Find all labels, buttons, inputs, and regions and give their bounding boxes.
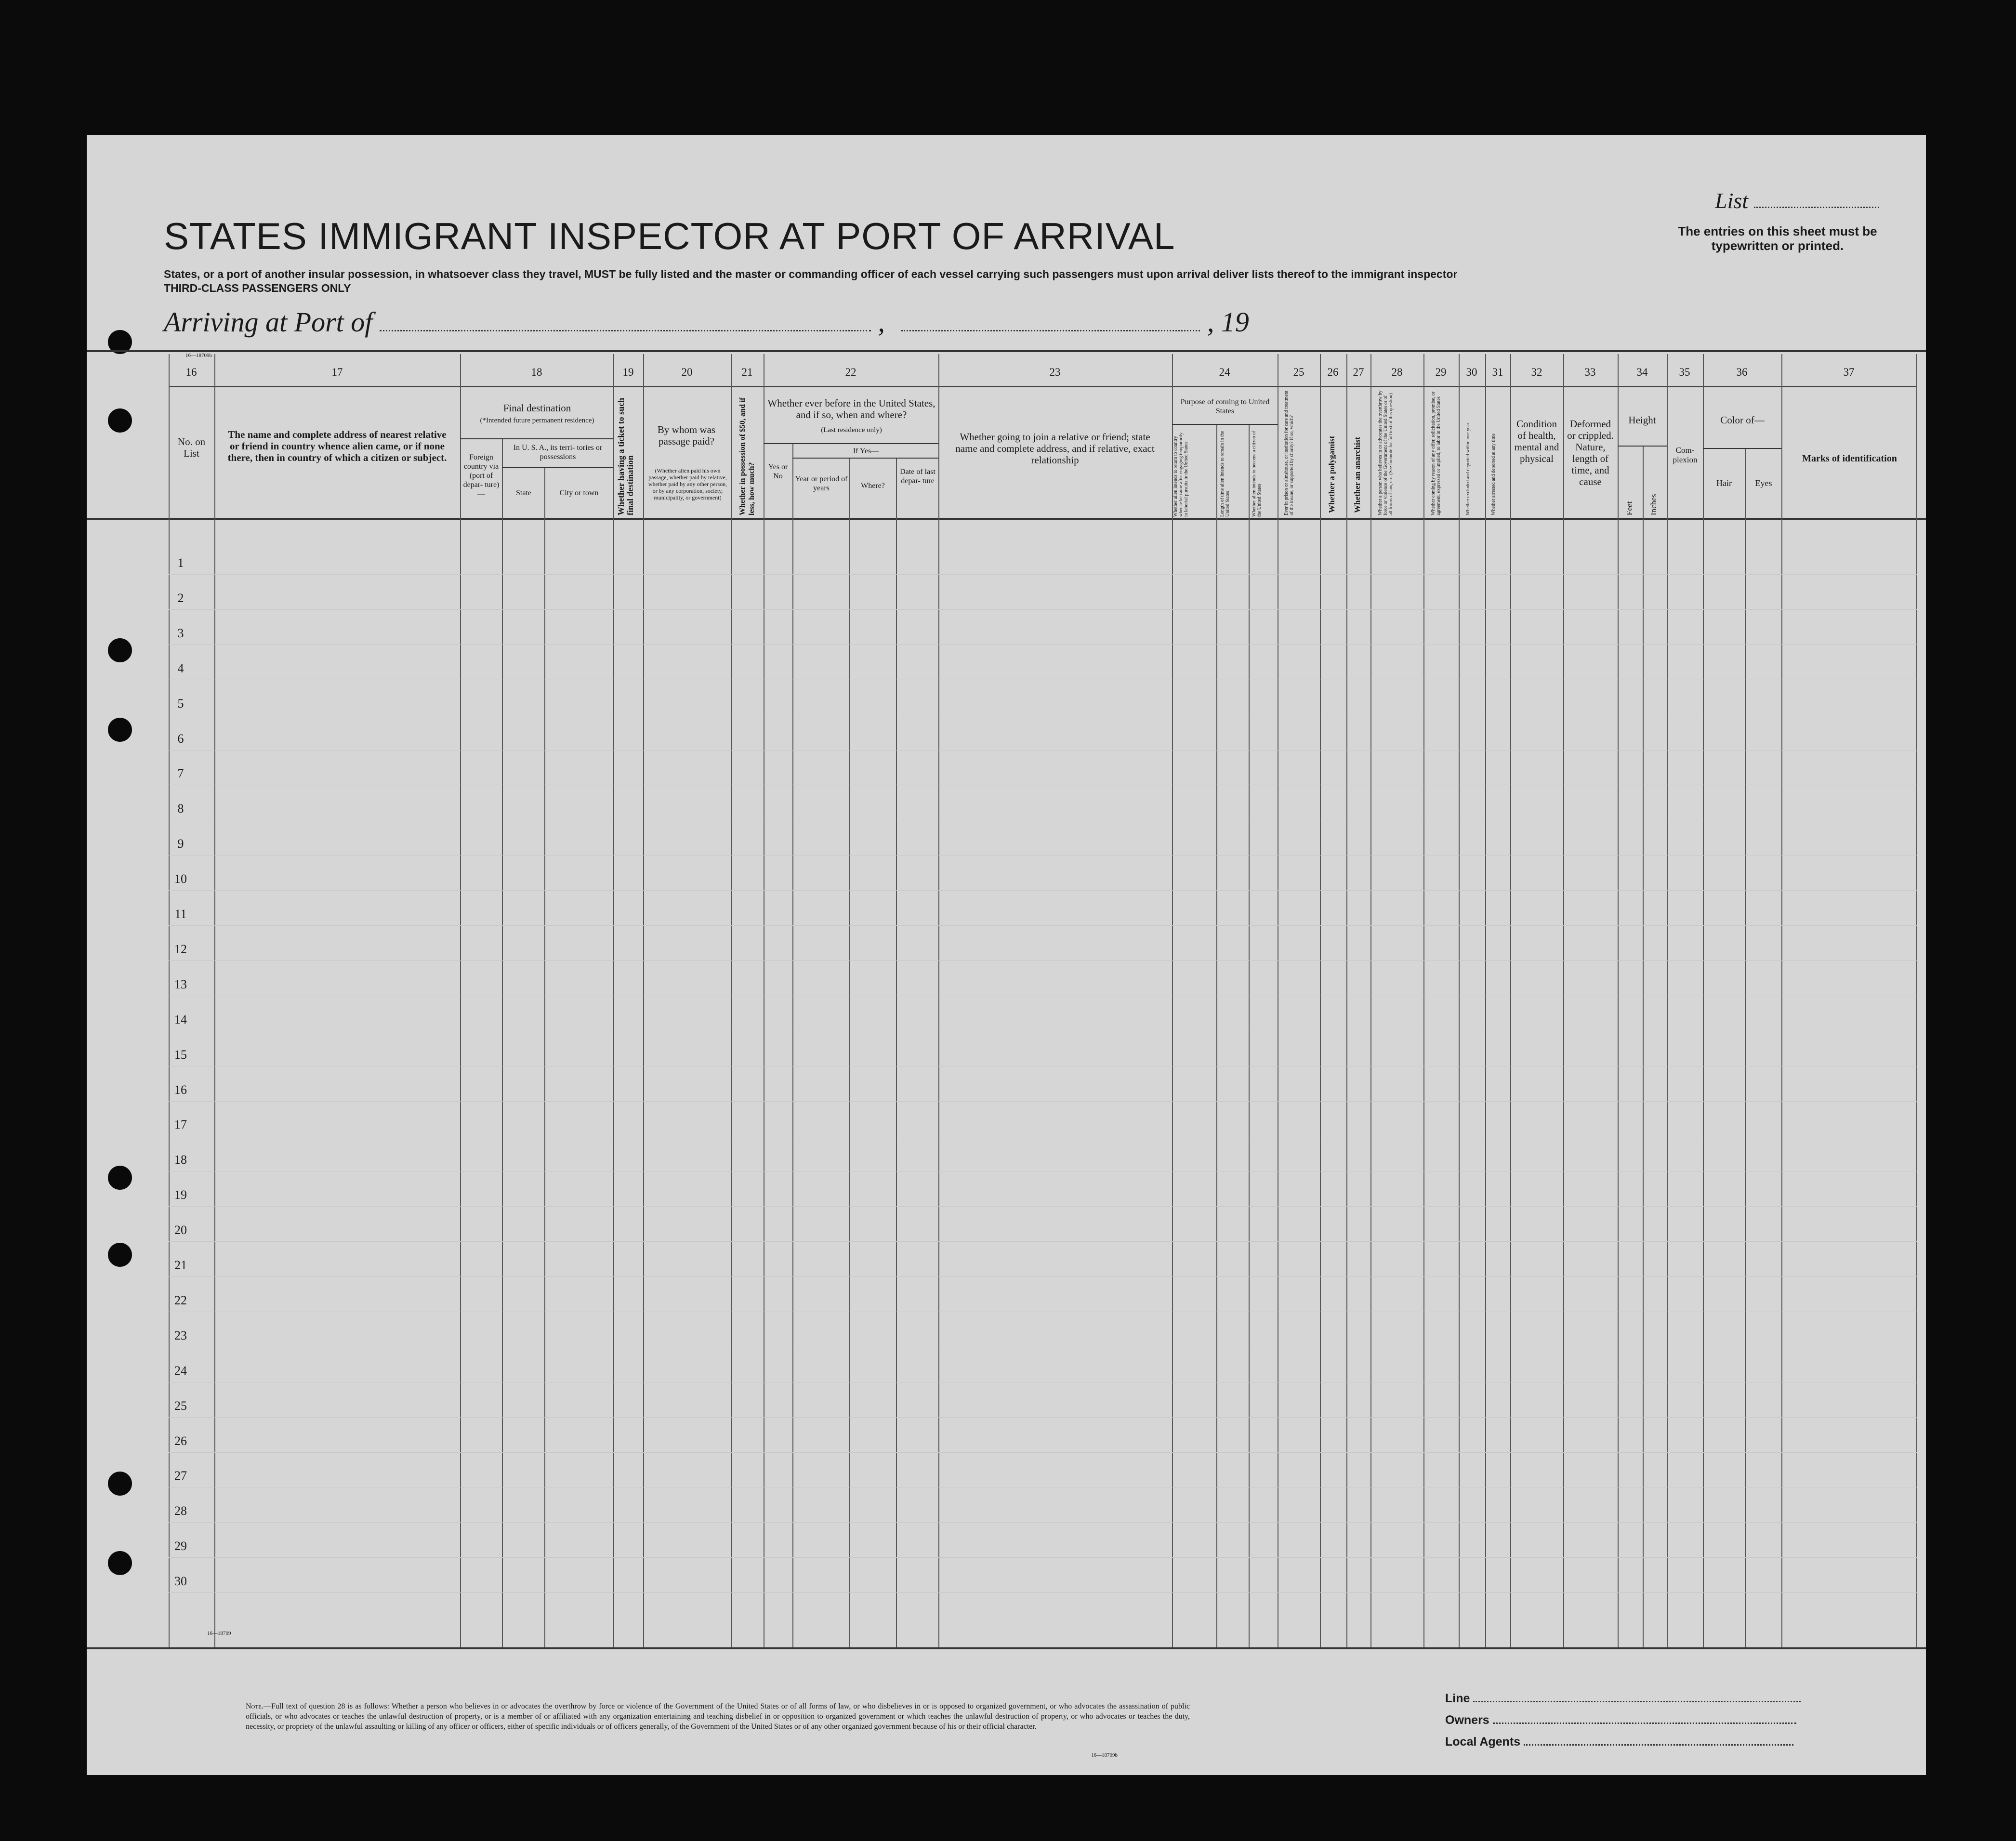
header-overthrow: Whether a person who believes in or advocates the overthrow by force or violence of the Government of the United States or of all forms of law, etc. (See footnote for full text of this question) [1378,390,1394,515]
col-divider [1485,354,1486,1647]
table-bottom-rule [87,1647,1926,1649]
colnum-16: 16 [185,366,197,378]
header-state: State [516,489,531,497]
date-field[interactable] [901,311,1200,331]
header-purpose: Purpose of coming to United States [1180,398,1270,415]
row-rule [169,1522,1917,1523]
header-going-to-join: Whether going to join a relative or friend; state name and complete address, and if relative, exact relationship [955,431,1155,466]
colnum-21: 21 [741,366,753,378]
line-label: Line [1445,1692,1470,1705]
footnote [246,1701,1190,1732]
manifest-sheet [87,135,1926,1775]
colnum-33: 33 [1584,366,1596,378]
colnum-18: 18 [531,366,542,378]
header-no-on-list: No. on List [177,436,206,459]
subheader-rule [764,443,938,444]
colnum-31: 31 [1492,366,1503,378]
row-rule [169,1557,1917,1558]
punch-hole [108,408,132,433]
port-field[interactable] [380,311,871,331]
comma: , [878,306,885,338]
owners-field[interactable] [1493,1714,1796,1724]
subheader-rule [1618,446,1667,447]
header-anarchist: Whether an anarchist [1353,436,1362,513]
subheader-rule [1703,448,1781,449]
punch-hole [108,1551,132,1575]
table-header-rule [87,518,1926,520]
row-rule [169,574,1917,575]
subheader-rule [792,458,938,459]
header-deformed: Deformed or crippled. Nature, length of time, and cause [1567,418,1614,487]
header-if-yes: If Yes— [853,447,879,455]
row-rule [169,890,1917,891]
page-title: STATES IMMIGRANT INSPECTOR AT PORT OF ARRIVAL [164,215,1175,257]
col-divider [731,354,732,1647]
col-divider [1745,448,1746,1647]
header-money: Whether in possession of $50, and if less, how much? [738,397,756,515]
header-eyes: Eyes [1755,478,1772,488]
form-number: 16—18709b [185,353,212,358]
header-excluded: Whether excluded and deported within one year [1465,422,1471,515]
row-number: 30 [174,1574,187,1589]
header-where: Where? [861,482,885,490]
col-divider [1643,446,1644,1647]
row-number: 19 [174,1188,187,1202]
header-feet: Feet [1625,501,1634,515]
row-number: 10 [174,872,187,886]
row-number: 11 [174,907,187,921]
header-ever-before-note: (Last residence only) [821,426,882,434]
header-prison: Ever in prison or almshouse, or institution for care and treatment of the insane, or supported by charity? If so, which? [1284,390,1294,515]
colnum-rule [169,386,1917,387]
header-ever-before: Whether ever before in the United States, and if so, when and where? [767,397,936,421]
row-number: 12 [174,942,187,956]
header-hair: Hair [1716,478,1732,488]
row-number: 6 [177,731,184,746]
list-field[interactable] [1754,192,1879,208]
agents-field-row [1445,1735,1793,1749]
subheader-rule [1172,424,1278,425]
col-divider [1346,354,1347,1647]
col-divider [1618,354,1619,1647]
row-number: 13 [174,977,187,991]
colnum-37: 37 [1843,366,1855,378]
header-rule [87,350,1926,352]
col-divider [169,354,170,1647]
punch-hole [108,638,132,662]
colnum-24: 24 [1219,366,1230,378]
header-color-of: Color of— [1720,414,1765,426]
punch-hole [108,1472,132,1496]
col-divider [460,354,461,1647]
row-number: 3 [177,626,184,640]
row-number: 20 [174,1223,187,1237]
row-rule [169,1206,1917,1207]
row-number: 25 [174,1398,187,1413]
row-rule [169,1417,1917,1418]
row-number: 27 [174,1469,187,1483]
row-number: 8 [177,802,184,816]
colnum-35: 35 [1679,366,1690,378]
colnum-20: 20 [681,366,693,378]
subheader-rule [460,438,613,439]
subheader-rule [502,467,613,468]
col-divider [1459,354,1460,1647]
col-divider [643,354,644,1647]
row-number: 9 [177,837,184,851]
header-inches: Inches [1649,494,1658,515]
row-number: 5 [177,696,184,710]
header-height: Height [1628,414,1656,426]
header-arrested: Whether arrested and deported at any time [1491,434,1496,515]
footnote-text: —Full text of question 28 is as follows: Whether a person who believes in or advocates the overthrow by force or violence of the Government of the United States or of all forms of law, or who disbelieves in or is opposed to organized government, or who advocates the assassination of public officials, or who advocates or teaches the unlawful destruction of property, or is a member of or affiliated with any organization entertaining and teaching disbelief in or opposition to organized government or which teaches the unlawful destruction of property, or who advocates or teaches the duty, necessity, or propriety of the unlawful assaulting or killing of any officer or officers, either of specific individuals or of officers generally, of the Government of the United States or of any other organized government because of his or their official character. [246,1702,1190,1731]
col-divider [1216,424,1217,1647]
owners-label: Owners [1445,1713,1489,1727]
colnum-23: 23 [1049,366,1061,378]
arriving-label: Arriving at Port of [164,306,373,338]
row-rule [169,1101,1917,1102]
colnum-28: 28 [1391,366,1403,378]
col-divider [1667,354,1668,1647]
header-city: City or town [559,489,599,497]
punch-hole [108,1166,132,1190]
punch-hole [108,718,132,742]
header-health: Condition of health, mental and physical [1514,418,1559,464]
row-number: 21 [174,1258,187,1272]
header-final-destination-note: (*Intended future permanent residence) [480,417,594,424]
row-rule [169,1452,1917,1453]
col-divider [849,458,850,1647]
col-divider [1370,354,1371,1647]
row-rule [169,1241,1917,1242]
col-divider [1916,354,1917,1647]
col-divider [1249,424,1250,1647]
row-number: 1 [177,556,184,570]
arriving-line [164,306,1249,338]
col-divider [938,354,939,1647]
row-number: 17 [174,1118,187,1132]
page-subtitle: States, or a port of another insular possession, in whatsoever class they travel, MUST be fully listed and the master or commanding officer of each vessel carrying such passengers must upon arrival deliver lists thereof to the immigrant inspector [164,268,1458,280]
footnote-prefix: Note. [246,1702,264,1710]
row-number: 24 [174,1363,187,1378]
row-number: 15 [174,1047,187,1062]
row-number: 16 [174,1082,187,1097]
col-divider [1172,354,1173,1647]
col-divider [214,354,215,1647]
row-rule [169,960,1917,961]
line-field-row [1445,1692,1801,1706]
colnum-25: 25 [1293,366,1304,378]
row-rule [169,644,1917,645]
row-rule [169,1276,1917,1277]
header-ticket: Whether having a ticket to such final destination [616,397,635,515]
header-year: Year or period of years [795,475,848,492]
header-citizen-intent: Whether alien intends to become a citizen of the United States [1252,431,1262,517]
row-rule [169,925,1917,926]
year-prefix: , 19 [1207,306,1249,338]
colnum-27: 27 [1353,366,1364,378]
colnum-22: 22 [845,366,856,378]
row-number: 7 [177,766,184,781]
row-number: 28 [174,1504,187,1518]
owners-field-row [1445,1713,1796,1727]
header-length-of-stay: Length of time alien intends to remain in the United States [1220,431,1230,517]
row-number: 22 [174,1293,187,1307]
row-number: 26 [174,1433,187,1448]
colnum-17: 17 [331,366,343,378]
header-polygamist: Whether a polygamist [1327,435,1336,513]
colnum-26: 26 [1327,366,1339,378]
header-labor-offer: Whether coming by reason of any offer, solicitation, promise, or agreement, expressed or implied, to labor in the United States [1431,391,1441,515]
row-rule [169,609,1917,610]
header-in-usa: In U. S. A., its terri- tories or possessions [513,444,603,461]
col-divider [1510,354,1511,1647]
col-divider [613,354,614,1647]
col-divider [792,443,793,1647]
list-label: List [1715,188,1749,213]
agents-field[interactable] [1524,1736,1793,1746]
row-number: 14 [174,1012,187,1026]
colnum-36: 36 [1736,366,1748,378]
colnum-29: 29 [1435,366,1447,378]
header-passage-paid: By whom was passage paid? [657,424,716,447]
header-nearest-relative: The name and complete address of nearest relative or friend in country whence alien came, or if none there, then in country of which a citizen or subject. [227,429,447,463]
colnum-19: 19 [622,366,634,378]
col-divider [1320,354,1321,1647]
col-divider [1781,354,1782,1647]
col-divider [1703,354,1704,1647]
row-number: 4 [177,661,184,675]
header-marks: Marks of identification [1802,453,1897,464]
header-yes-no: Yes or No [768,463,788,480]
punch-hole [108,1243,132,1267]
col-divider [502,438,503,1647]
class-note: THIRD-CLASS PASSENGERS ONLY [164,282,351,294]
header-final-destination: Final destination [503,402,571,414]
header-return-intent: Whether alien intends to return to country whence he came after engaging temporarily in laborial pursuits in the United States [1173,432,1189,517]
header-complexion: Com- plexion [1673,446,1698,464]
col-divider [1563,354,1564,1647]
colnum-30: 30 [1466,366,1477,378]
row-number: 18 [174,1153,187,1167]
agents-label: Local Agents [1445,1735,1521,1749]
row-number: 2 [177,591,184,605]
col-divider [1423,354,1424,1647]
bottom-form-number: 16—18709 [207,1631,231,1636]
footnote-form-number: 16—18709b [1091,1752,1118,1758]
list-label-line [1715,188,1879,213]
header-foreign-country: Foreign country via (port of depar- ture)— [463,453,500,498]
header-passage-note: (Whether alien paid his own passage, whether paid by relative, whether paid by any other person, or by any corporation, society, municipality, or government) [648,467,727,501]
header-date-departure: Date of last depar- ture [900,468,936,485]
line-field[interactable] [1473,1692,1801,1702]
row-rule [169,1592,1917,1593]
col-divider [896,458,897,1647]
entries-note: The entries on this sheet must be typewritten or printed. [1678,224,1877,253]
colnum-34: 34 [1636,366,1648,378]
colnum-32: 32 [1531,366,1542,378]
row-number: 23 [174,1328,187,1342]
row-number: 29 [174,1539,187,1553]
